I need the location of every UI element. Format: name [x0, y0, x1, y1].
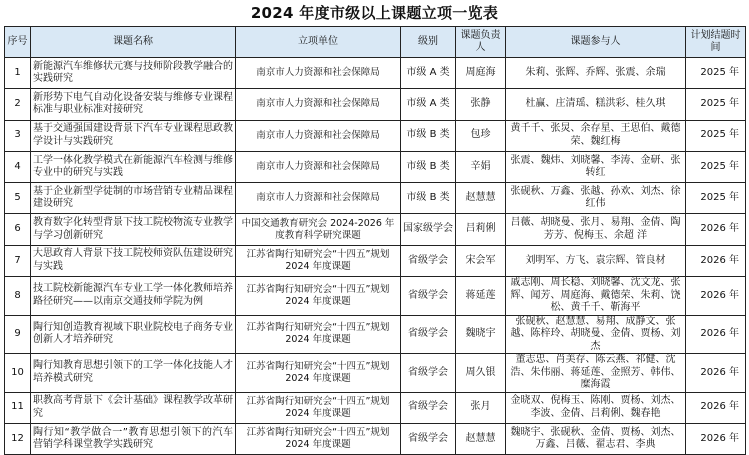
cell-year: 2026 年 [686, 392, 746, 423]
cell-level: 省级学会 [401, 354, 456, 393]
cell-leader: 吕莉俐 [456, 214, 506, 245]
cell-year: 2025 年 [686, 89, 746, 120]
cell-name: 陶行知创造教育视域下职业院校电子商务专业创新人才培养研究 [31, 315, 236, 354]
cell-members: 刘明军、方飞、袁宗辉、管良材 [506, 245, 686, 276]
cell-level: 省级学会 [401, 277, 456, 316]
cell-leader: 辛娟 [456, 151, 506, 182]
cell-unit: 江苏省陶行知研究会“十四五”规划 2024 年度课题 [236, 354, 401, 393]
cell-leader: 周久银 [456, 354, 506, 393]
cell-members: 戚志刚、周长稳、刘晓馨、沈文龙、张辉、闻芳、周庭海、戴德荣、朱莉、饶松、黄千千、靳海平 [506, 277, 686, 316]
page-title: 2024 年度市级以上课题立项一览表 [250, 4, 499, 22]
cell-year: 2025 年 [686, 151, 746, 182]
cell-members: 杜赢、庄清瑶、糕洪彩、桂久琪 [506, 89, 686, 120]
header-index: 序号 [5, 27, 31, 58]
cell-name: 基于企业新型学徒制的市场营销专业精品课程建设研究 [31, 183, 236, 214]
cell-name: 基于交通强国建设背景下汽车专业课程思政教学设计与实践研究 [31, 120, 236, 151]
table-row [5, 151, 746, 182]
cell-year: 2025 年 [686, 183, 746, 214]
cell-leader: 宋会军 [456, 245, 506, 276]
project-table [4, 26, 746, 455]
cell-name: 陶行知教育思想引领下的工学一体化技能人才培养模式研究 [31, 354, 236, 393]
cell-leader: 张静 [456, 89, 506, 120]
cell-level: 省级学会 [401, 423, 456, 454]
cell-unit: 江苏省陶行知研究会“十四五”规划 2024 年度课题 [236, 245, 401, 276]
cell-unit: 南京市人力资源和社会保障局 [236, 151, 401, 182]
table-row [5, 183, 746, 214]
cell-leader: 包珍 [456, 120, 506, 151]
table-row [5, 245, 746, 276]
cell-level: 省级学会 [401, 392, 456, 423]
cell-name: 工学一体化教学模式在新能源汽车检测与维修专业中的研究与实践 [31, 151, 236, 182]
cell-unit: 江苏省陶行知研究会“十四五”规划 2024 年度课题 [236, 277, 401, 316]
cell-leader: 周庭海 [456, 58, 506, 89]
cell-members: 张震、魏炜、刘晓馨、李涛、金研、张转红 [506, 151, 686, 182]
cell-unit: 南京市人力资源和社会保障局 [236, 89, 401, 120]
cell-leader: 张月 [456, 392, 506, 423]
cell-unit: 江苏省陶行知研究会“十四五”规划 2024 年度课题 [236, 315, 401, 354]
cell-index: 7 [5, 245, 31, 276]
header-year: 计划结题时间 [686, 27, 746, 58]
cell-index: 12 [5, 423, 31, 454]
table-row [5, 58, 746, 89]
cell-name: 陶行知“教学做合一”教育思想引领下的汽车营销学科课堂教学实践研究 [31, 423, 236, 454]
header-members: 课题参与人 [506, 27, 686, 58]
cell-level: 国家级学会 [401, 214, 456, 245]
cell-year: 2026 年 [686, 423, 746, 454]
cell-name: 大思政育人背景下技工院校师资队伍建设研究与实践 [31, 245, 236, 276]
cell-level: 省级学会 [401, 315, 456, 354]
table-row [5, 315, 746, 354]
cell-level: 市级 B 类 [401, 151, 456, 182]
cell-leader: 蒋延莲 [456, 277, 506, 316]
header-leader: 课题负责人 [456, 27, 506, 58]
cell-level: 市级 A 类 [401, 89, 456, 120]
table-row [5, 277, 746, 316]
cell-unit: 江苏省陶行知研究会“十四五”规划 2024 年度课题 [236, 392, 401, 423]
table-header-row [5, 27, 746, 58]
table-row [5, 214, 746, 245]
cell-members: 张砚秋、赵慧慧、易翔、成静文、张越、陈梓玲、胡晓曼、金倩、贾杨、刘杰 [506, 315, 686, 354]
cell-year: 2026 年 [686, 354, 746, 393]
cell-index: 11 [5, 392, 31, 423]
cell-unit: 南京市人力资源和社会保障局 [236, 58, 401, 89]
cell-name: 技工院校新能源汽车专业工学一体化教师培养路径研究——以南京交通技师学院为例 [31, 277, 236, 316]
cell-year: 2025 年 [686, 58, 746, 89]
table-row [5, 354, 746, 393]
cell-name: 职教高考背景下《会计基础》课程教学改革研究 [31, 392, 236, 423]
cell-unit: 中国交通教育研究会 2024-2026 年度教育科学研究课题 [236, 214, 401, 245]
cell-year: 2026 年 [686, 315, 746, 354]
cell-index: 8 [5, 277, 31, 316]
table-row [5, 423, 746, 454]
cell-leader: 赵慧慧 [456, 183, 506, 214]
cell-index: 1 [5, 58, 31, 89]
cell-members: 朱莉、张辉、乔辉、张震、余瑞 [506, 58, 686, 89]
header-name: 课题名称 [31, 27, 236, 58]
cell-unit: 南京市人力资源和社会保障局 [236, 183, 401, 214]
cell-unit: 江苏省陶行知研究会“十四五”规划 2024 年度课题 [236, 423, 401, 454]
cell-year: 2026 年 [686, 214, 746, 245]
cell-members: 黄千千、张炅、余存星、王思伯、戴德荣、魏红梅 [506, 120, 686, 151]
cell-level: 市级 B 类 [401, 183, 456, 214]
cell-leader: 赵慧慧 [456, 423, 506, 454]
cell-year: 2026 年 [686, 245, 746, 276]
cell-members: 董志忠、肖美存、陈云燕、祁健、沈浩、朱伟丽、蒋延莲、金照芳、韩伟、糜海霞 [506, 354, 686, 393]
cell-leader: 魏晓宇 [456, 315, 506, 354]
cell-name: 新能源汽车维修状元赛与技师阶段教学融合的实践研究 [31, 58, 236, 89]
cell-members: 张砚秋、万鑫、张越、孙欢、刘杰、徐红伟 [506, 183, 686, 214]
cell-level: 省级学会 [401, 245, 456, 276]
cell-level: 市级 B 类 [401, 120, 456, 151]
cell-members: 金晓双、倪梅玉、陈刚、贾杨、刘杰、李波、金倩、吕莉俐、魏春艳 [506, 392, 686, 423]
cell-name: 新形势下电气自动化设备安装与维修专业课程标准与职业标准对接研究 [31, 89, 236, 120]
header-level: 级别 [401, 27, 456, 58]
cell-members: 吕薇、胡晓曼、张月、易翔、金倩、陶芳芳、倪梅玉、余超 洋 [506, 214, 686, 245]
cell-unit: 南京市人力资源和社会保障局 [236, 120, 401, 151]
cell-members: 魏晓宇、张砚秋、金倩、贾杨、刘杰、万鑫、吕薇、翟志君、李典 [506, 423, 686, 454]
cell-index: 10 [5, 354, 31, 393]
cell-index: 9 [5, 315, 31, 354]
cell-index: 3 [5, 120, 31, 151]
cell-level: 市级 A 类 [401, 58, 456, 89]
cell-year: 2025 年 [686, 120, 746, 151]
table-row [5, 120, 746, 151]
header-unit: 立项单位 [236, 27, 401, 58]
cell-index: 2 [5, 89, 31, 120]
cell-index: 6 [5, 214, 31, 245]
table-row [5, 89, 746, 120]
cell-name: 教育数字化转型背景下技工院校物流专业教学与学习创新研究 [31, 214, 236, 245]
table-row [5, 392, 746, 423]
cell-year: 2026 年 [686, 277, 746, 316]
cell-index: 4 [5, 151, 31, 182]
cell-index: 5 [5, 183, 31, 214]
